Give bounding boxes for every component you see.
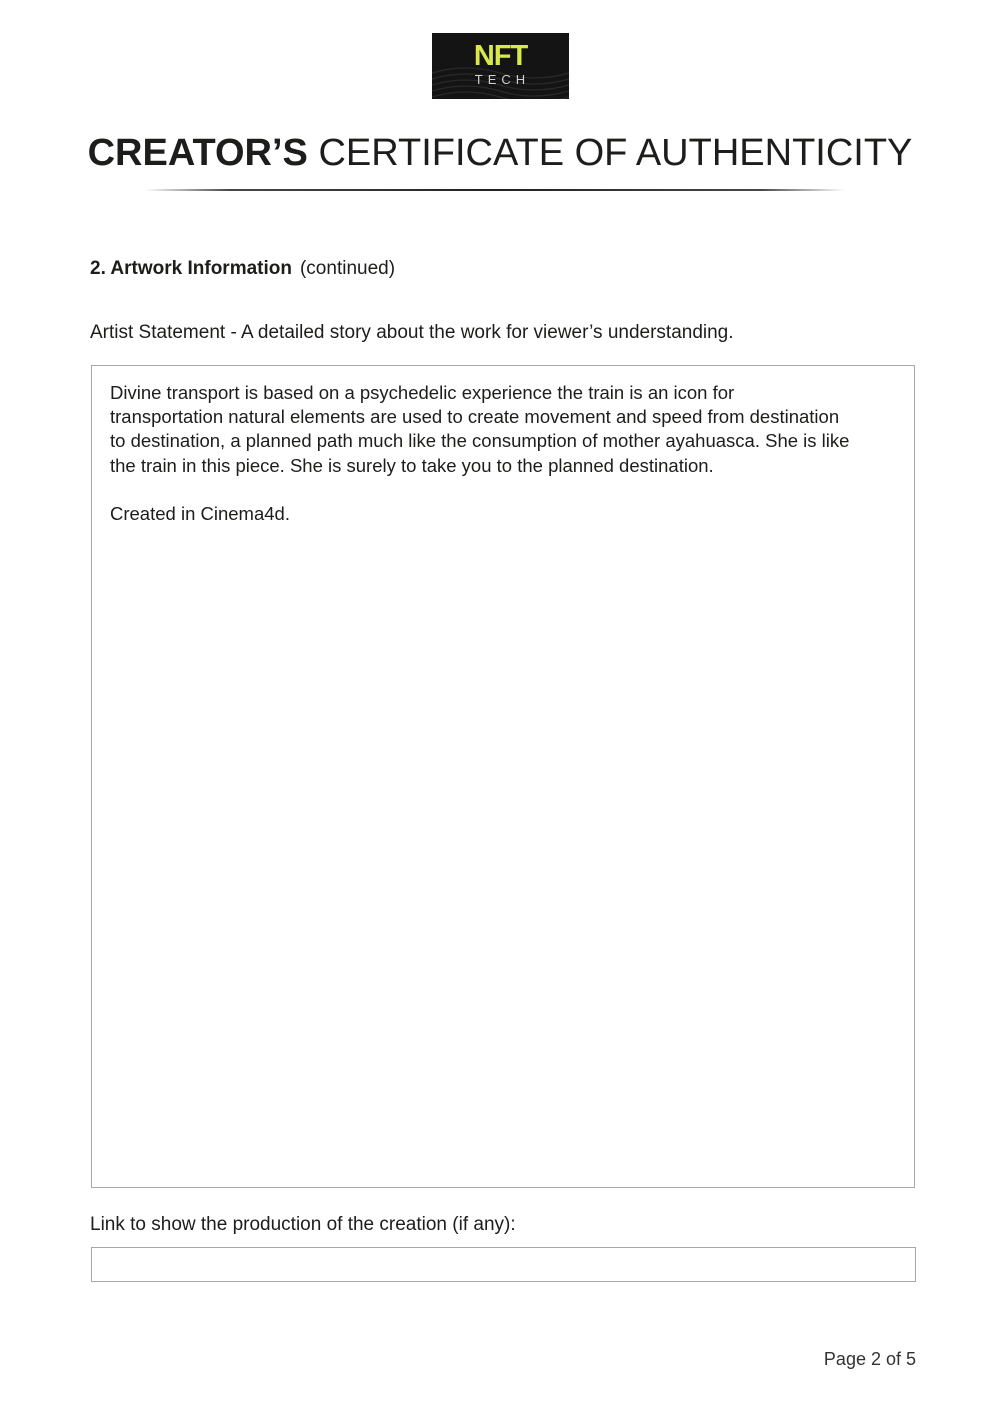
- nft-tech-logo: [432, 33, 569, 99]
- section-heading-suffix: (continued): [299, 258, 396, 279]
- production-link-field[interactable]: [91, 1247, 916, 1282]
- page-number: Page 2 of 5: [823, 1349, 916, 1369]
- title-bold-part: CREATOR’S: [87, 132, 308, 174]
- statement-paragraph: Divine transport is based on a psychedelic experience the train is an icon for transportation natural elements are used to create movement and speed from destination to destination, a planned path much like the consumption of mother ayahuasca. She is like the train in this piece. She is surely to take you to the planned destination.: [110, 382, 850, 476]
- title-regular-part: CERTIFICATE OF AUTHENTICITY: [318, 132, 913, 174]
- title-divider: [145, 189, 845, 191]
- production-link-label: Link to show the production of the creation (if any):: [90, 1214, 516, 1235]
- page-title: [0, 130, 1000, 176]
- logo-sub-text: TECH: [474, 72, 531, 87]
- statement-paragraph: Created in Cinema4d.: [110, 502, 290, 524]
- section-heading-title: 2. Artwork Information: [90, 258, 292, 279]
- artist-statement-label: Artist Statement - A detailed story about the work for viewer’s understanding.: [90, 322, 734, 343]
- logo-main-text: NFT: [473, 40, 528, 72]
- section-heading: [90, 257, 395, 281]
- artist-statement-field[interactable]: [91, 365, 915, 1188]
